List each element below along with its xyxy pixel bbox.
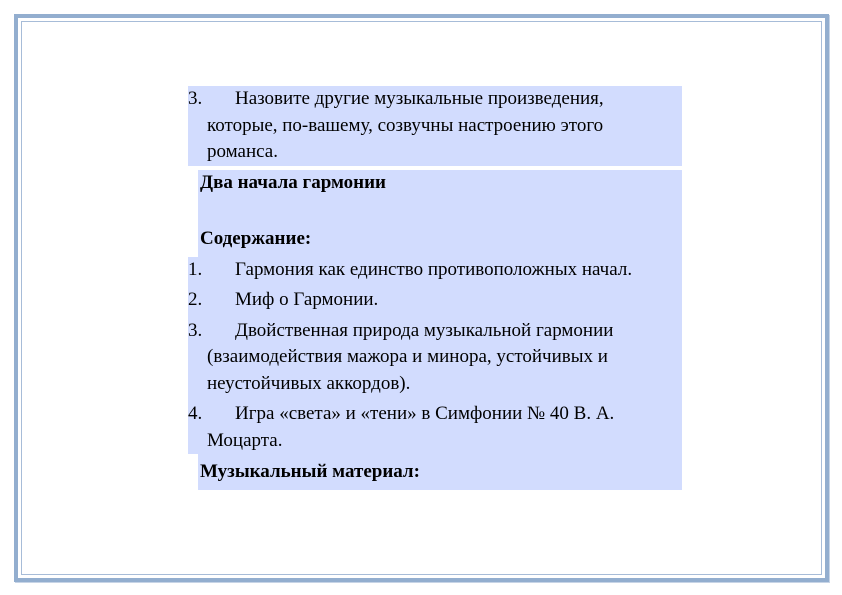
item-text: Миф о Гармонии. [235,289,379,310]
section-heading-contents: Содержание: [198,226,682,253]
item-text: Двойственная природа музыкальной гармонии (взаимодействия мажора и минора, устойчивых и неустойчивых аккордов). [207,319,614,394]
contents-item-4 [188,401,682,454]
contents-item-2 [188,287,682,314]
section-heading-music-material: Музыкальный материал: [198,454,682,490]
item-number: 3. [188,319,203,341]
item-number: 2. [188,289,203,310]
slide-text-block [188,86,682,490]
item-text: Игра «света» и «тени» в Симфонии № 40 В. А. Моцарта. [207,403,615,451]
question-item-3 [188,86,682,166]
item-number: 4. [188,403,203,424]
item-text: Гармония как единство противоположных начал. [235,258,633,280]
section-heading-two-principles: Два начала гармонии [198,170,682,197]
heading-spacer [198,196,682,226]
item-number: 1. [188,258,203,280]
contents-item-1 [188,257,682,284]
contents-item-3 [188,318,682,398]
item-number: 3. [188,88,203,109]
item-text: Назовите другие музыкальные произведения, которые, по-вашему, созвучны настроению этого романса. [207,88,604,162]
